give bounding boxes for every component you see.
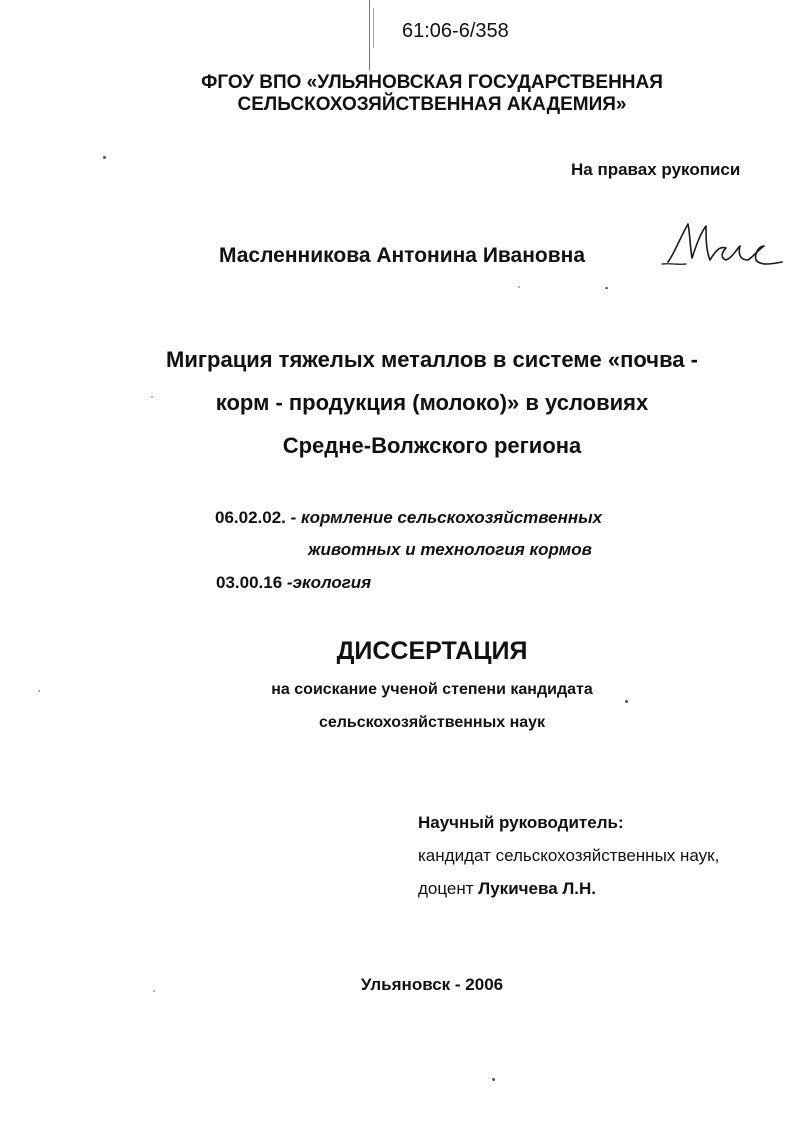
advisor-label: Научный руководитель: [418, 813, 624, 832]
thesis-title [0, 338, 794, 467]
scan-speck [492, 1078, 495, 1081]
scan-speck [605, 287, 608, 289]
specialty-2 [216, 573, 371, 593]
institution-name [0, 72, 794, 116]
scan-fold-line-faint [373, 8, 374, 48]
specialty-2-code: 03.00.16 [216, 573, 283, 592]
specialty-1-code: 06.02.02. [215, 508, 286, 527]
scan-speck [518, 286, 520, 288]
scan-speck [625, 700, 628, 703]
archive-code: 61:06-6/358 [402, 20, 509, 42]
specialty-1-name-continued: животных и технология кормов [308, 540, 592, 559]
handwritten-signature [660, 216, 790, 276]
scan-speck [103, 156, 106, 159]
advisor-name: Лукичева Л.Н. [478, 879, 597, 898]
manuscript-note: На правах рукописи [571, 160, 741, 179]
city-year: Ульяновск - 2006 [360, 975, 504, 994]
thesis-title-line-2: корм - продукция (молоко)» в условиях [215, 390, 649, 415]
advisor-line [418, 879, 596, 899]
institution-line-1: ФГОУ ВПО «УЛЬЯНОВСКАЯ ГОСУДАРСТВЕННАЯ [201, 72, 663, 93]
scan-fold-line [369, 0, 370, 70]
document-type: ДИССЕРТАЦИЯ [336, 637, 528, 665]
specialty-2-name: -экология [286, 573, 372, 592]
specialty-1-name: - кормление сельскохозяйственных [290, 508, 603, 527]
degree-line-2: сельскохозяйственных наук [318, 714, 546, 731]
degree-line-1: на соискание ученой степени кандидата [271, 681, 593, 698]
specialty-1 [215, 508, 602, 528]
institution-line-2: СЕЛЬСКОХОЗЯЙСТВЕННАЯ АКАДЕМИЯ» [237, 94, 627, 115]
advisor-position: доцент [418, 879, 474, 898]
thesis-title-line-1: Миграция тяжелых металлов в системе «почва - [166, 347, 698, 372]
thesis-title-line-3: Средне-Волжского региона [282, 433, 582, 458]
author-name: Масленникова Антонина Ивановна [219, 244, 586, 267]
advisor-degree: кандидат сельскохозяйственных наук, [418, 846, 720, 865]
